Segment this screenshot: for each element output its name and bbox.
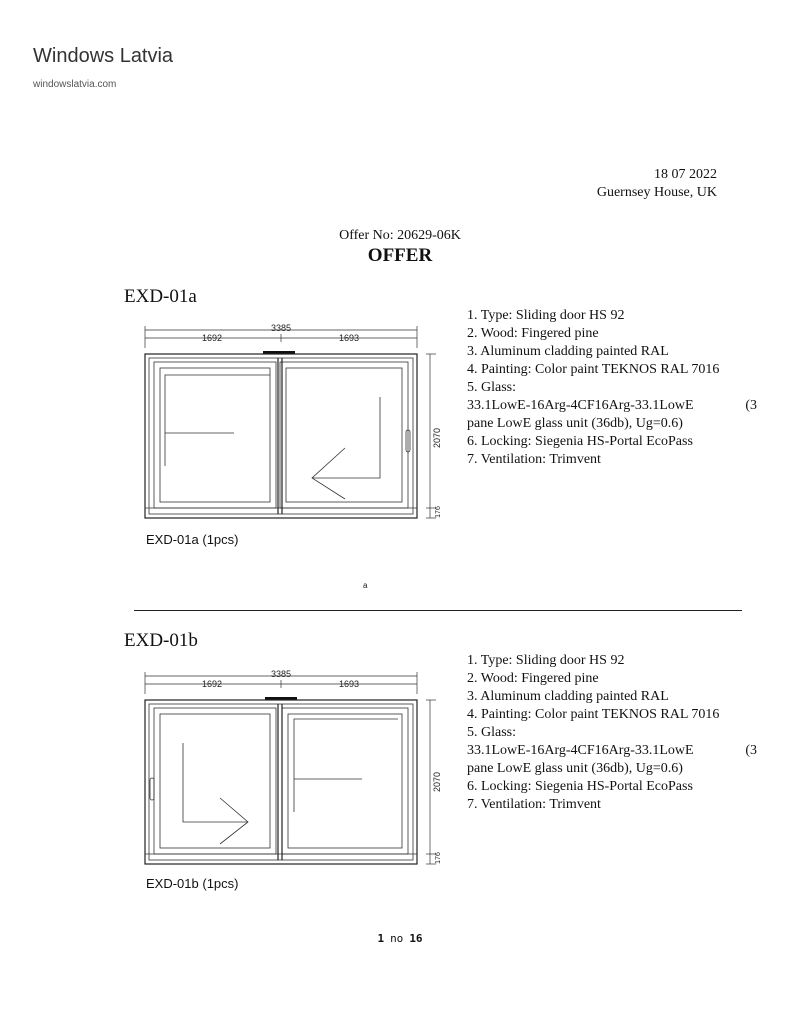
spec-glass-code: 33.1LowE-16Arg-4CF16Arg-33.1LowE [467, 398, 694, 413]
dim-left: 1692 [201, 679, 223, 689]
item-title: EXD-01b [124, 630, 198, 651]
spec-glass-line [467, 397, 757, 415]
spec-glass-label: 5. Glass: [467, 380, 516, 395]
door-drawing-exd-01b [140, 664, 450, 869]
spec-glass-line [467, 742, 757, 760]
spec-wood: 2. Wood: Fingered pine [467, 326, 599, 341]
spec-list [467, 652, 757, 814]
spec-locking: 6. Locking: Siegenia HS-Portal EcoPass [467, 779, 693, 794]
spec-type: 1. Type: Sliding door HS 92 [467, 653, 625, 668]
spec-painting: 4. Painting: Color paint TEKNOS RAL 7016 [467, 362, 720, 377]
company-name: Windows Latvia [33, 45, 174, 67]
page-number [0, 932, 800, 945]
spec-glass-paren: (3 [745, 743, 757, 758]
spec-cladding: 3. Aluminum cladding painted RAL [467, 344, 669, 359]
company-website: windowslatvia.com [33, 79, 117, 90]
page-total: 16 [409, 932, 423, 945]
offer-number: Offer No: 20629-06K [339, 228, 461, 243]
dim-right: 1693 [338, 333, 360, 343]
spec-glass-desc: pane LowE glass unit (36db), Ug=0.6) [467, 761, 683, 776]
item-caption: EXD-01b (1pcs) [146, 876, 239, 891]
separator-mark: a [363, 581, 368, 590]
spec-painting: 4. Painting: Color paint TEKNOS RAL 7016 [467, 707, 720, 722]
spec-glass-code: 33.1LowE-16Arg-4CF16Arg-33.1LowE [467, 743, 694, 758]
spec-ventilation: 7. Ventilation: Trimvent [467, 797, 601, 812]
dim-width: 3385 [270, 323, 292, 333]
offer-date: 18 07 2022 [654, 167, 717, 182]
dim-sill: 176 [435, 852, 442, 864]
dim-height: 2070 [432, 771, 442, 793]
item-caption: EXD-01a (1pcs) [146, 532, 239, 547]
dim-width: 3385 [270, 669, 292, 679]
spec-list [467, 307, 757, 469]
dim-sill: 176 [435, 506, 442, 518]
spec-type: 1. Type: Sliding door HS 92 [467, 308, 625, 323]
dim-right: 1693 [338, 679, 360, 689]
offer-location: Guernsey House, UK [596, 185, 717, 200]
spec-wood: 2. Wood: Fingered pine [467, 671, 599, 686]
section-divider [134, 610, 742, 611]
spec-cladding: 3. Aluminum cladding painted RAL [467, 689, 669, 704]
spec-locking: 6. Locking: Siegenia HS-Portal EcoPass [467, 434, 693, 449]
offer-title: OFFER [367, 245, 433, 266]
spec-glass-desc: pane LowE glass unit (36db), Ug=0.6) [467, 416, 683, 431]
spec-glass-paren: (3 [745, 398, 757, 413]
page-of: no [390, 932, 404, 945]
item-title: EXD-01a [124, 286, 197, 307]
door-drawing-exd-01a [140, 318, 450, 523]
dim-height: 2070 [432, 427, 442, 449]
spec-ventilation: 7. Ventilation: Trimvent [467, 452, 601, 467]
dim-left: 1692 [201, 333, 223, 343]
page-current: 1 [377, 932, 385, 945]
spec-glass-label: 5. Glass: [467, 725, 516, 740]
